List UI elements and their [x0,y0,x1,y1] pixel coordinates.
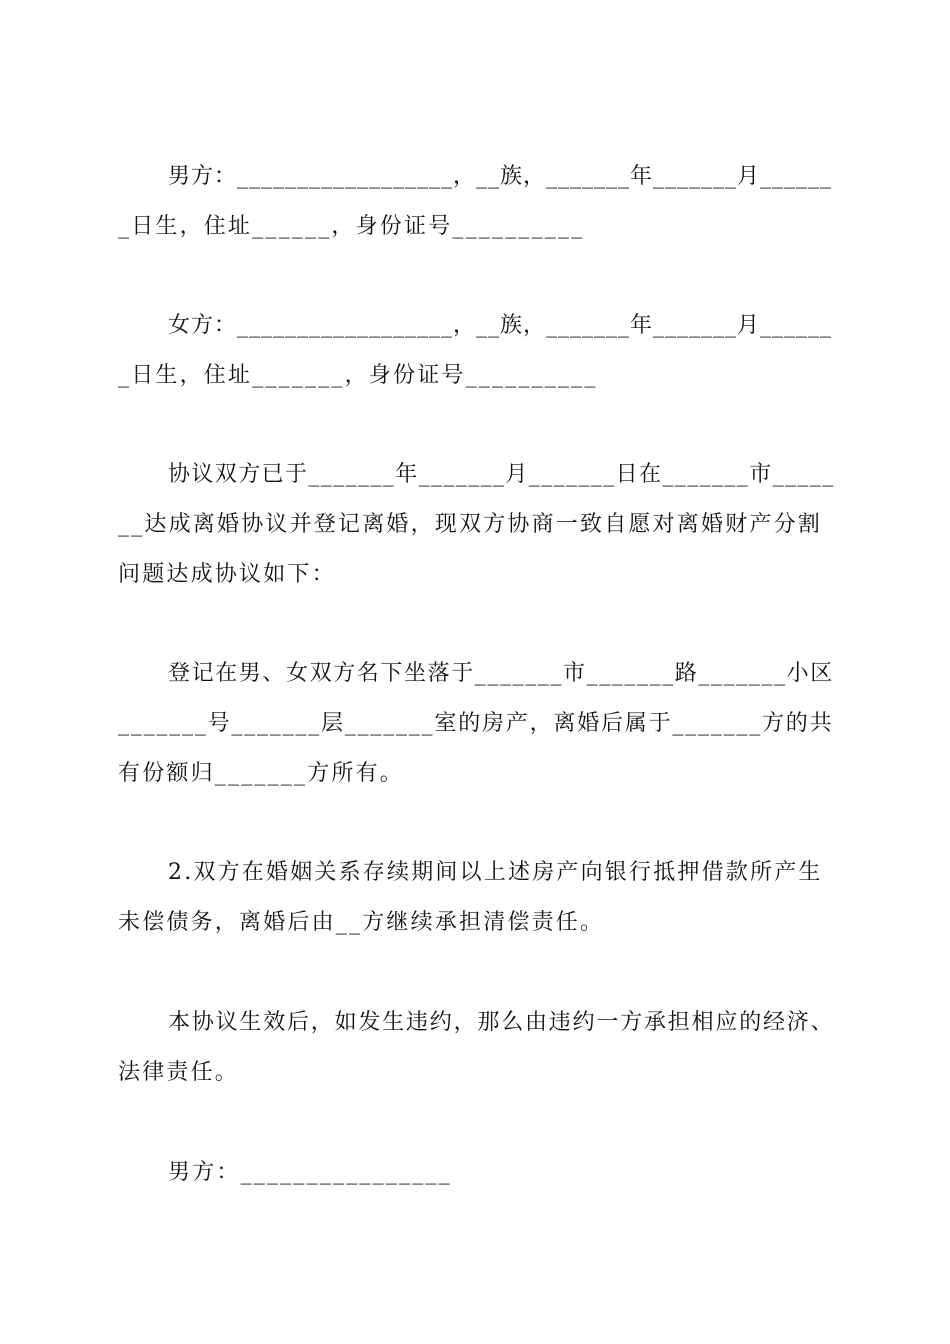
female-info-line-2: _日生，住址_______，身份证号__________ [118,363,598,388]
breach-clause-line-1: 本协议生效后，如发生违约，那么由违约一方承担相应的经济、 [168,1010,835,1035]
property-clause-line-2: _______号_______层_______室的房产，离婚后属于_______方的共 [118,711,834,736]
property-clause-line-1: 登记在男、女双方名下坐落于_______市_______路_______小区 [168,661,834,686]
debt-clause-line-1: 2.双方在婚姻关系存续期间以上述房产向银行抵押借款所产生 [168,860,823,885]
male-info-line-1: 男方：__________________，__族，_______年_______月______ [168,164,833,189]
male-signature-line: 男方：________________ [168,1160,452,1185]
breach-clause-line-2: 法律责任。 [118,1060,240,1085]
agreement-intro-line-2: __达成离婚协议并登记离婚，现双方协商一致自愿对离婚财产分割 [118,512,823,537]
female-info-line-1: 女方：__________________，__族，_______年_______月______ [168,313,833,338]
debt-clause-line-2: 未偿债务，离婚后由__方继续承担清偿责任。 [118,910,605,935]
agreement-intro-line-1: 协议双方已于_______年_______月_______日在_______市_____ [168,462,835,487]
property-clause-line-3: 有份额归_______方所有。 [118,761,405,786]
agreement-intro-line-3: 问题达成协议如下： [118,562,336,587]
male-info-line-2: _日生，住址______，身份证号__________ [118,214,585,239]
